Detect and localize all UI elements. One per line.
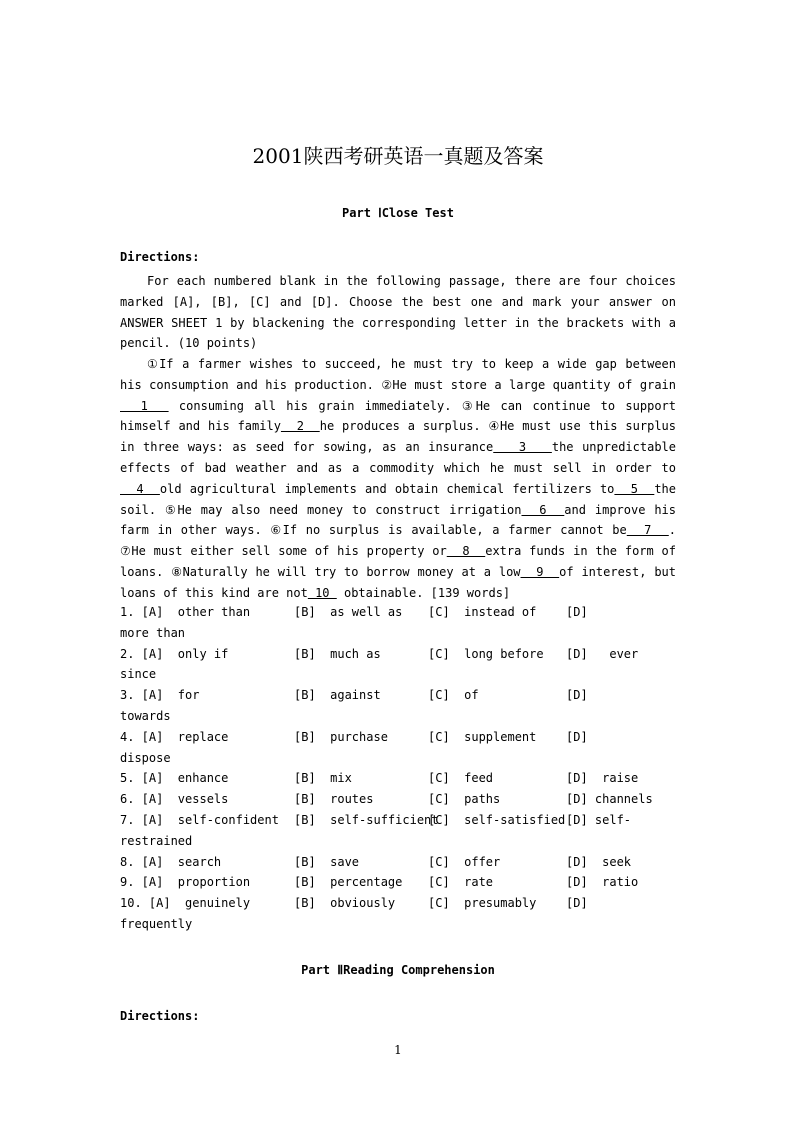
document-title: 2001陕西考研英语一真题及答案 — [252, 144, 544, 168]
opt-b: [B] save — [294, 854, 360, 869]
opt-b: [B] obviously — [294, 896, 396, 911]
cloze-blank: 10 — [307, 585, 337, 600]
option-row — [120, 810, 676, 831]
opt-a: 5. [A] enhance — [120, 771, 229, 786]
passage-text: he produces a surplus. ④He must use this surplus in three ways: as seed for sowing, as an insurance — [120, 419, 676, 455]
opt-c: [C] long before — [428, 646, 544, 661]
opt-b: [B] percentage — [294, 875, 403, 890]
part2-heading: Part ⅡReading Comprehension — [301, 963, 495, 977]
cloze-blank: 4 — [120, 481, 160, 496]
passage-text: consuming all his grain immediately. ③He can continue to support himself and his family — [120, 398, 676, 434]
opt-b: [B] routes — [294, 792, 374, 807]
opt-b: [B] as well as — [294, 605, 403, 619]
cloze-passage — [120, 354, 676, 604]
cloze-blank: 7 — [626, 523, 669, 538]
passage-text: extra funds in the form of loans. ⑧Naturally he will try to borrow money at a low — [120, 544, 677, 579]
opt-a: 4. [A] replace — [120, 729, 229, 744]
opt-d: [D] ratio — [566, 875, 639, 890]
opt-a: 9. [A] proportion — [120, 875, 251, 890]
opt-c: [C] paths — [428, 792, 501, 807]
option-row — [120, 768, 676, 789]
option-continuation: more than — [120, 625, 186, 640]
opt-c: [C] self-satisfied — [428, 812, 566, 827]
opt-a: 10. [A] genuinely — [120, 896, 251, 911]
option-row — [120, 852, 676, 873]
opt-c: [C] of — [428, 688, 479, 703]
option-row — [120, 685, 676, 706]
cloze-blank: 9 — [520, 564, 560, 579]
opt-a: 3. [A] for — [120, 688, 200, 703]
page-number: 1 — [394, 1043, 402, 1057]
option-continuation: dispose — [120, 750, 171, 765]
opt-c: [C] presumably — [428, 896, 537, 911]
opt-b: [B] mix — [294, 771, 352, 786]
opt-d: [D] raise — [566, 771, 639, 786]
passage-text: of interest, but loans of this kind are not — [120, 564, 676, 600]
option-row — [120, 893, 676, 914]
cloze-blank: 6 — [521, 502, 565, 517]
cloze-blank: 2 — [280, 419, 320, 434]
opt-c: [C] instead of — [428, 605, 537, 619]
option-row — [120, 789, 676, 810]
option-row — [120, 644, 676, 665]
opt-c: [C] feed — [428, 771, 494, 786]
option-continuation: restrained — [120, 833, 193, 848]
passage-text: ①If a farmer wishes to succeed, he must try to keep a wide gap between his consumption and his production. ②He must store a large quantity of grain — [120, 357, 676, 392]
opt-a: 6. [A] vessels — [120, 792, 229, 807]
passage-text: the soil. ⑤He may also need money to construct irrigation — [120, 481, 676, 517]
option-row — [120, 602, 676, 623]
opt-d: [D] — [566, 605, 588, 619]
opt-d: [D] seek — [566, 854, 632, 869]
opt-d: [D] self- — [566, 812, 632, 827]
passage-text: the unpredictable effects of bad weather and as a commodity which he must sell in order to — [120, 440, 676, 475]
opt-d: [D] — [566, 896, 588, 911]
opt-d: [D] — [566, 688, 588, 703]
opt-c: [C] supplement — [428, 729, 537, 744]
cloze-blank: 5 — [614, 481, 655, 496]
opt-a: 8. [A] search — [120, 854, 222, 869]
opt-d: [D] channels — [566, 792, 653, 807]
opt-b: [B] much as — [294, 646, 381, 661]
opt-c: [C] rate — [428, 875, 494, 890]
opt-a: 2. [A] only if — [120, 646, 229, 661]
cloze-options — [120, 602, 676, 935]
cloze-blank: 8 — [446, 544, 486, 559]
passage-text: obtainable. [139 words] — [336, 585, 511, 600]
opt-d: [D] ever — [566, 646, 639, 661]
option-continuation: since — [120, 667, 157, 682]
cloze-blank: 1 — [120, 398, 169, 413]
passage-text: old agricultural implements and obtain chemical fertilizers to — [159, 481, 615, 496]
opt-d: [D] — [566, 729, 588, 744]
cloze-blank: 3 — [493, 440, 552, 455]
opt-b: [B] purchase — [294, 729, 388, 744]
option-continuation: towards — [120, 708, 171, 723]
opt-a: 1. [A] other than — [120, 605, 251, 619]
opt-a: 7. [A] self-confident — [120, 812, 279, 827]
opt-b: [B] against — [294, 688, 381, 703]
passage-text: . ⑦He must either sell some of his property or — [120, 523, 677, 559]
part1-heading: Part ⅠClose Test — [342, 206, 454, 220]
opt-c: [C] offer — [428, 854, 501, 869]
option-row — [120, 727, 676, 748]
part2-directions-label: Directions: — [120, 1009, 200, 1023]
part1-directions-label: Directions: — [120, 250, 200, 264]
option-continuation: frequently — [120, 916, 193, 931]
passage-text: and improve his farm in other ways. ⑥If no surplus is available, a farmer cannot be — [120, 502, 677, 538]
opt-b: [B] self-sufficient — [294, 812, 439, 827]
part1-directions-text: For each numbered blank in the following passage, there are four choices marked [A], [B], [C] and [D]. Choose the best one and mark your answer on ANSWER SHEET 1 by blackening the corresponding letter in the brackets with a pencil. (10 points) — [120, 274, 676, 351]
option-row — [120, 872, 676, 893]
